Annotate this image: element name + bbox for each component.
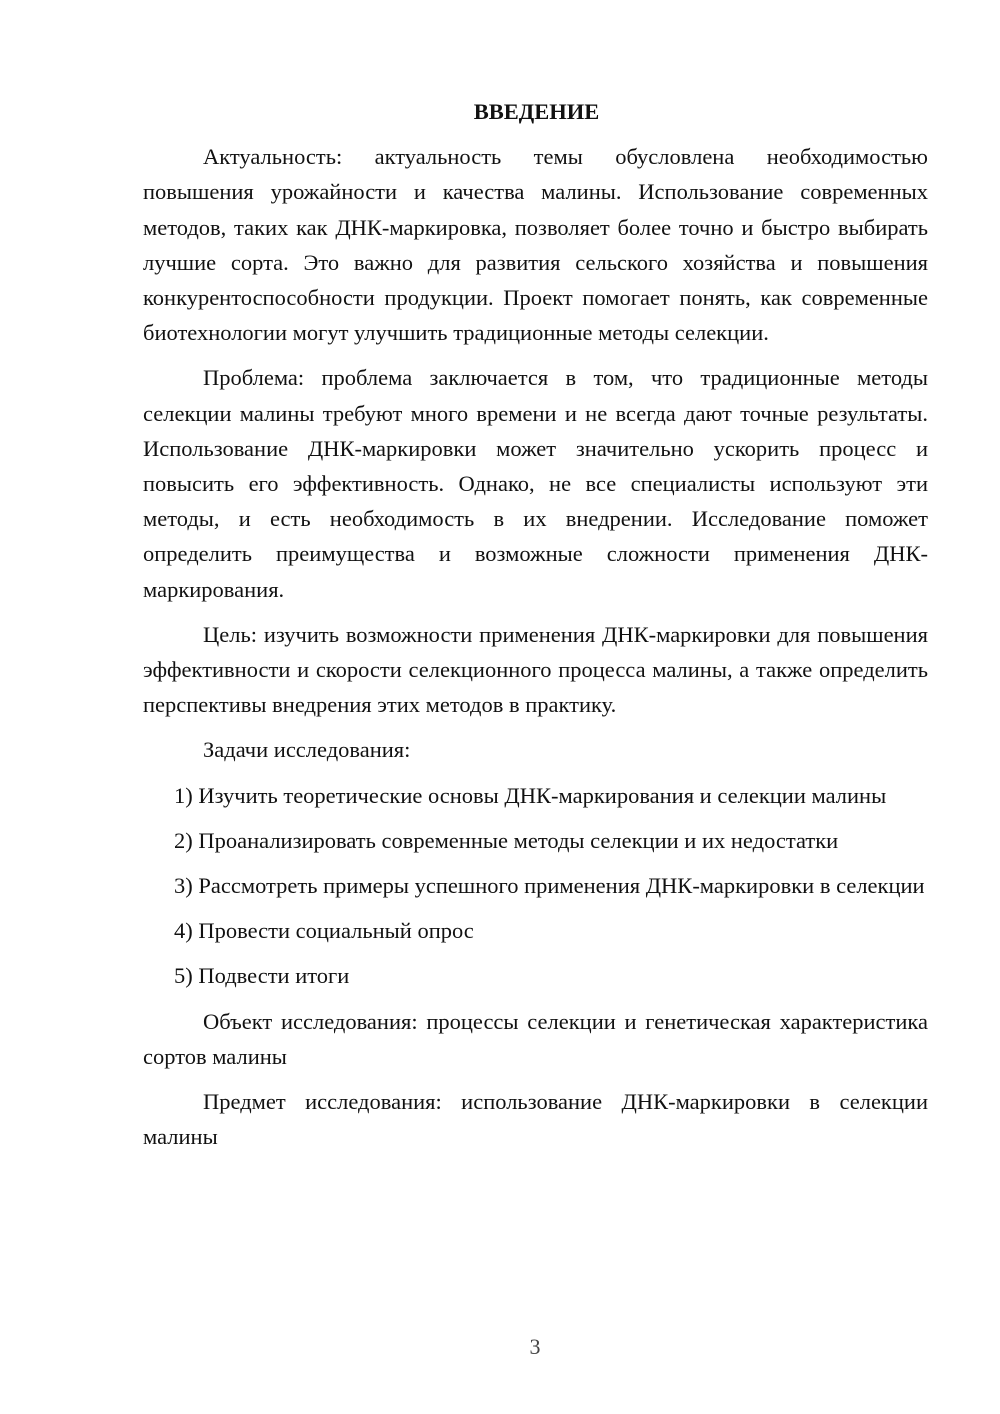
page-number: 3: [529, 1334, 541, 1359]
paragraph-problem: Проблема: проблема заключается в том, что традиционные методы селекции малины требуют много времени и не всегда дают точные результаты. Использование ДНК-маркировки может значительно ускорить процесс и повысить его эффективность. Однако, не все специалисты используют эти методы, и есть необходимость в их внедрении. Исследование поможет определить преимущества и возможные сложности применения ДНК-маркирования.: [143, 365, 928, 602]
paragraph-relevance: Актуальность: актуальность темы обусловлена необходимостью повышения урожайности и качества малины. Использование современных методов, таких как ДНК-маркировка, позволяет более точно и быстро выбирать лучшие сорта. Это важно для развития сельского хозяйства и повышения конкурентоспособности продукции. Проект помогает понять, как современные биотехнологии могут улучшить традиционные методы селекции.: [143, 144, 928, 346]
paragraph-subject: Предмет исследования: использование ДНК-маркировки в селекции малины: [143, 1089, 928, 1150]
task-item-5: 5) Подвести итоги: [174, 963, 350, 989]
paragraph-goal: Цель: изучить возможности применения ДНК-маркировки для повышения эффективности и скорости селекционного процесса малины, а также определить перспективы внедрения этих методов в практику.: [143, 621, 928, 718]
paragraph-object: Объект исследования: процессы селекции и генетическая характеристика сортов малины: [143, 1008, 928, 1069]
document-page: [143, 94, 928, 1164]
task-item-2: 2) Проанализировать современные методы селекции и их недостатки: [174, 827, 839, 853]
paragraph-tasks-heading: Задачи исследования:: [203, 737, 411, 763]
task-item-1: 1) Изучить теоретические основы ДНК-маркирования и селекции малины: [174, 782, 887, 808]
task-item-4: 4) Провести социальный опрос: [174, 918, 474, 944]
task-item-3: 3) Рассмотреть примеры успешного применения ДНК-маркировки в селекции: [174, 873, 925, 899]
section-title: ВВЕДЕНИЕ: [473, 99, 600, 124]
